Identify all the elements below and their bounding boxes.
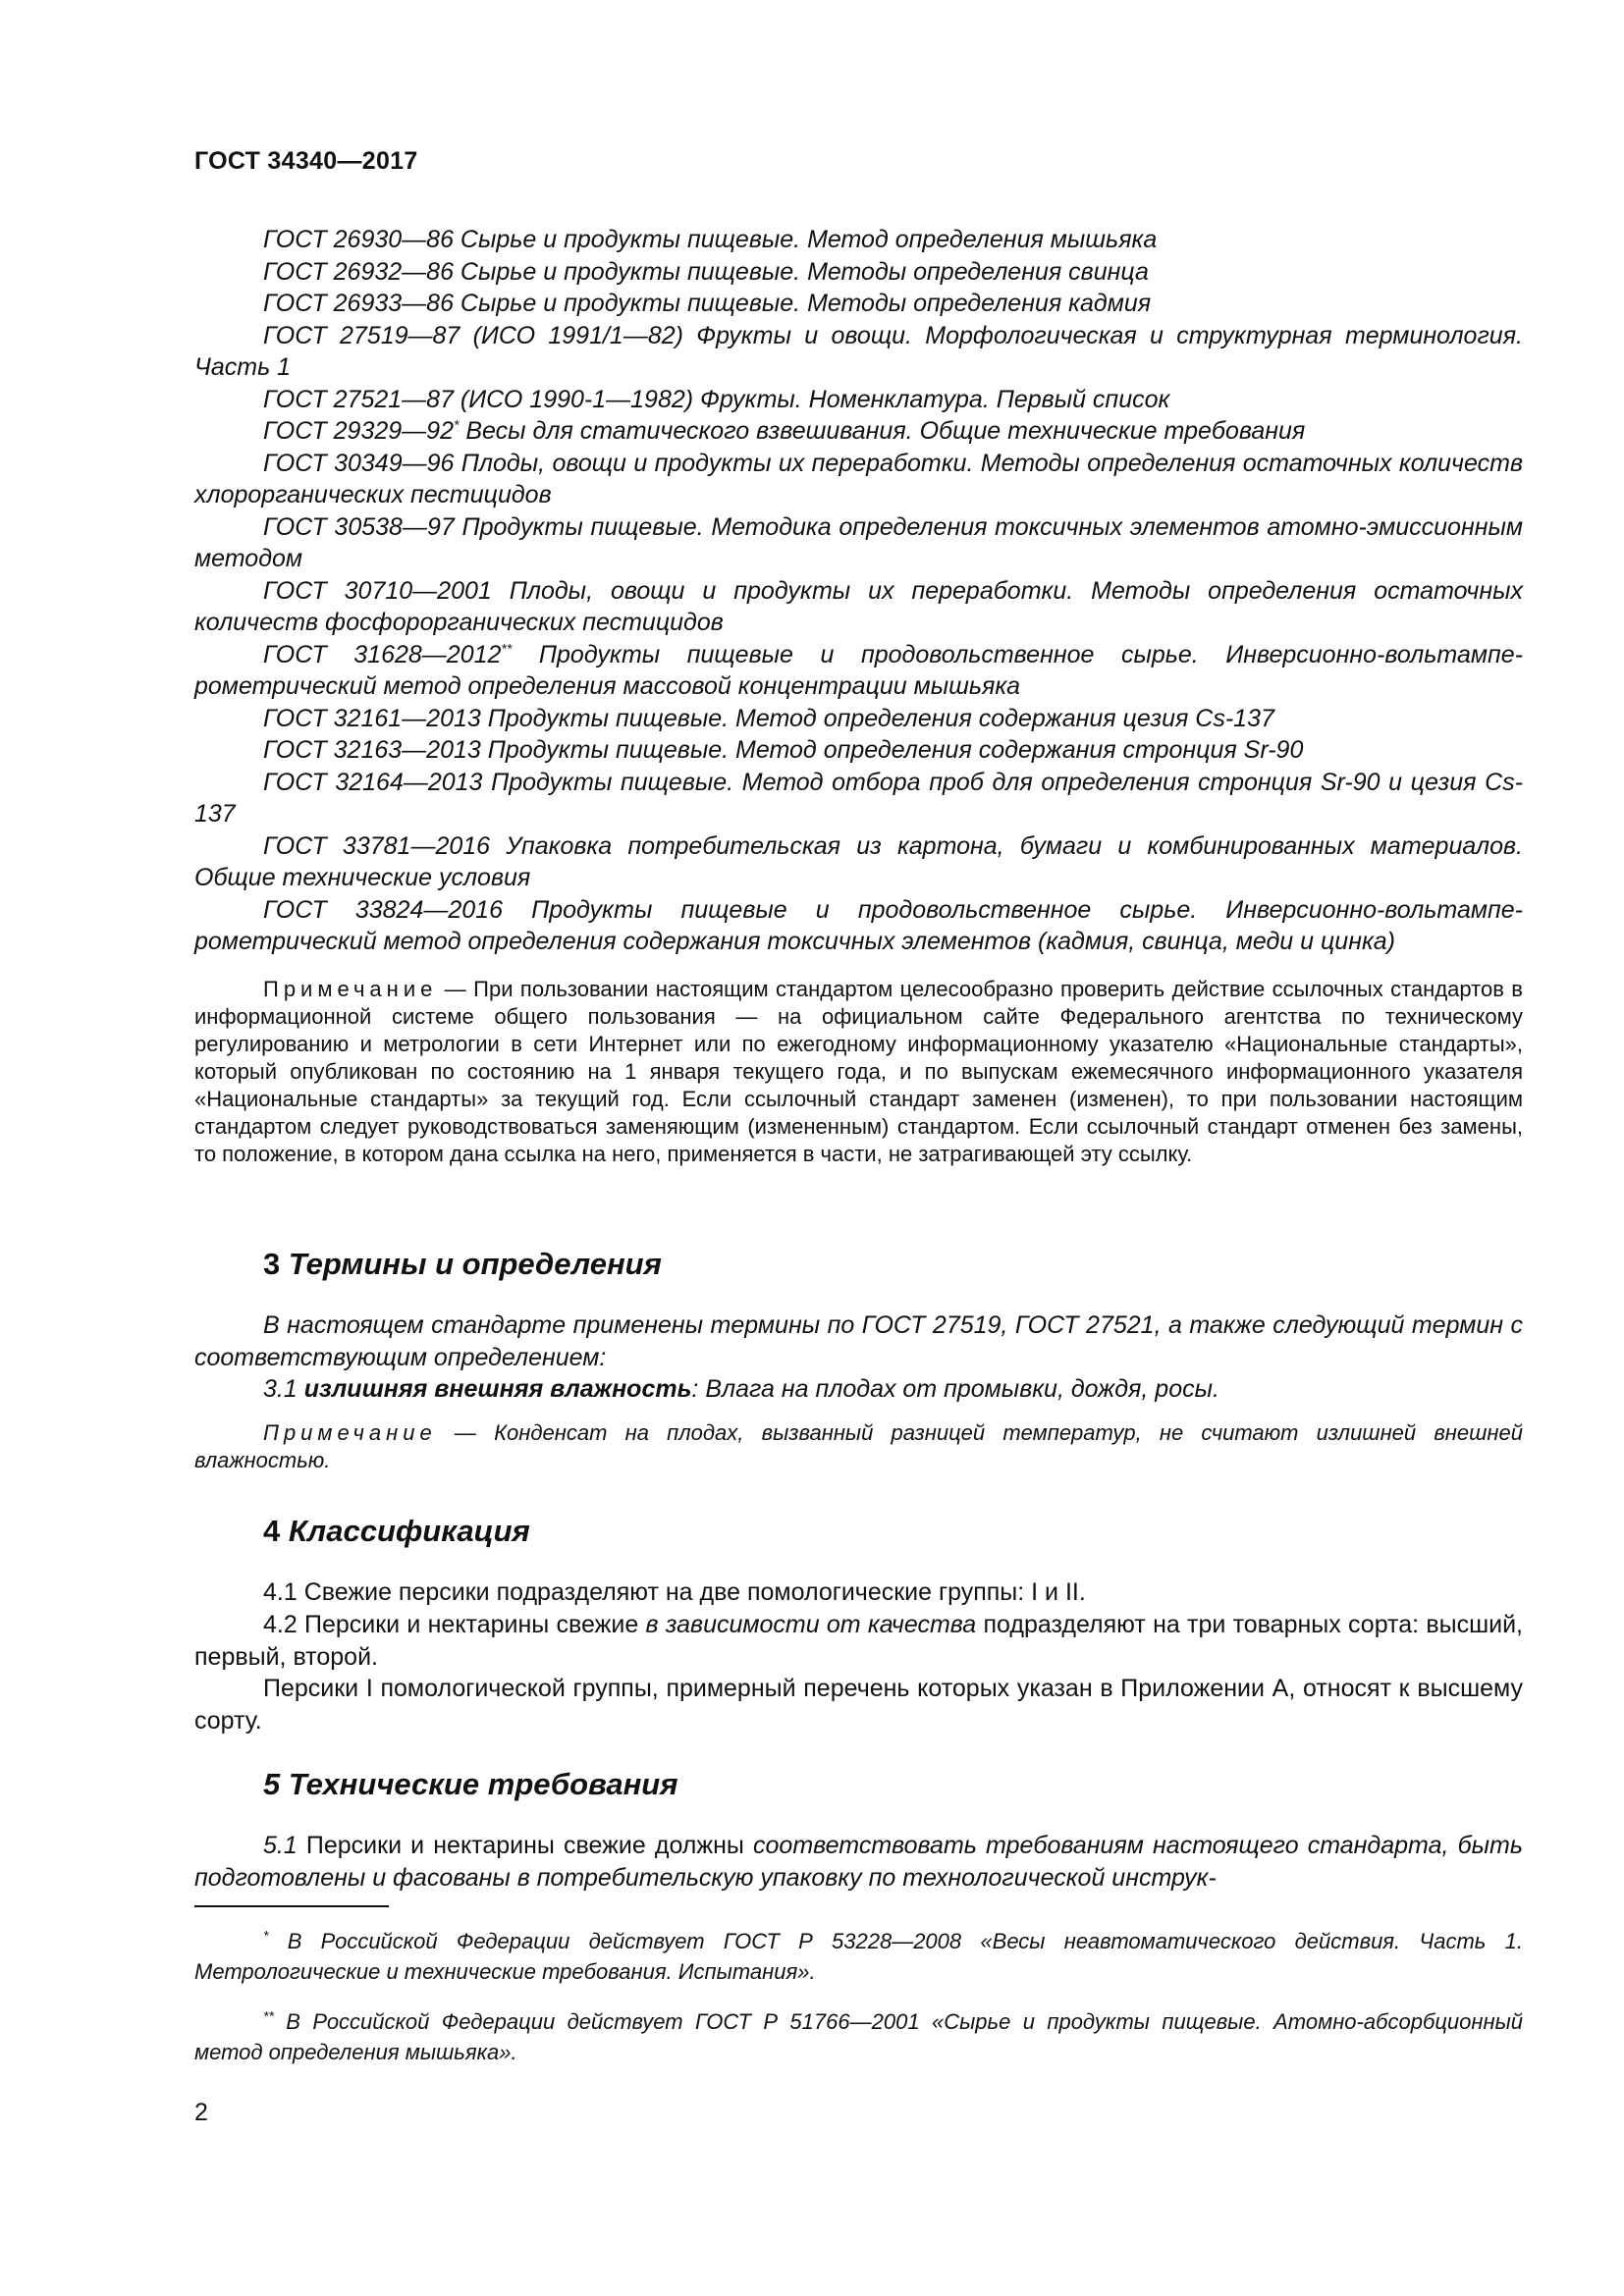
section-4-para-3: Персики I помологической группы, примерный перечень которых указан в Приложении А, относят к высшему сорту. — [194, 1675, 1523, 1735]
reference-item: ГОСТ 29329—92* Весы для статического взвешивания. Общие технические требования — [263, 416, 1306, 445]
reference-item: ГОСТ 26933—86 Сырье и продукты пищевые. Методы определения кадмия — [263, 290, 1152, 317]
document-header: ГОСТ 34340—2017 — [194, 147, 418, 175]
footnote-2: ** В Российской Федерации действует ГОСТ Р 51766—2001 «Сырье и продукты пищевые. Атомно-абсорбционный метод определения мышьяка». — [194, 2007, 1523, 2064]
reference-item: ГОСТ 27519—87 (ИСО 1991/1—82) Фрукты и овощи. Морфологическая и структурная терминология. Часть 1 — [194, 321, 1523, 381]
reference-item: ГОСТ 32161—2013 Продукты пищевые. Метод определения содержания цезия Cs-137 — [263, 704, 1274, 732]
note-label: Примечание — [263, 977, 438, 1001]
reference-item: ГОСТ 32164—2013 Продукты пищевые. Метод отбора проб для определения стронция Sr-90 и цезия Cs-137 — [194, 768, 1523, 828]
section-3-heading: 3 Термины и определения — [263, 1247, 662, 1281]
reference-item: ГОСТ 33824—2016 Продукты пищевые и продовольственное сырье. Инверсионно-вольтамперометрический метод определения содержания токсичных элементов (кадмия, свинца, меди и цинка) — [194, 895, 1523, 955]
section-5-heading: 5 Технические требования — [263, 1767, 678, 1801]
reference-item: ГОСТ 30349—96 Плоды, овощи и продукты их переработки. Методы определения остаточных количеств хлорорганических пестицидов — [194, 449, 1523, 508]
term-definition: 3.1 излишняя внешняя влажность: Влага на плодах от промывки, дождя, росы. — [263, 1375, 1219, 1403]
normative-references — [194, 224, 1523, 958]
reference-item: ГОСТ 32163—2013 Продукты пищевые. Метод определения содержания стронция Sr-90 — [263, 736, 1304, 764]
footnote-1: * В Российской Федерации действует ГОСТ Р 53228—2008 «Весы неавтоматического действия. Часть 1. Метрологические и технические требования. Испытания». — [194, 1927, 1523, 1984]
reference-item: ГОСТ 26932—86 Сырье и продукты пищевые. Методы определения свинца — [263, 257, 1149, 286]
section-5-para-1: 5.1 Персики и нектарины свежие должны соответствовать требованиям настоящего стандарта, быть подготовлены и фасованы в потребительскую упаковку по технологической инструк- — [194, 1832, 1523, 1892]
section-4-para-1: 4.1 Свежие персики подразделяют на две помологические группы: I и II. — [263, 1578, 1086, 1606]
reference-item: ГОСТ 30710—2001 Плоды, овощи и продукты их переработки. Методы определения остаточных количеств фосфорорганических пестицидов — [194, 576, 1523, 636]
reference-item: ГОСТ 30538—97 Продукты пищевые. Методика определения токсичных элементов атомно-эмиссионным методом — [194, 512, 1524, 572]
section-4-heading: 4 Классификация — [263, 1514, 530, 1548]
references-note: Примечание — При пользовании настоящим стандартом целесообразно проверить действие ссылочных стандартов в информационной системе общего пользования — на официальном сайте Федерального агентства по техническому регулированию и метрологии в сети Интернет или по ежегодному информационному указателю «Национальные стандарты», который опубликован по состоянию на 1 января текущего года, и по выпускам ежемесячного информационного указателя «Национальные стандарты» за текущий год. Если ссылочный стандарт заменен (изменен), то при пользовании настоящим стандартом следует руководствоваться заменяющим (измененным) стандартом. Если ссылочный стандарт отменен без замены, то положение, в котором дана ссылка на него, применяется в части, не затрагивающей эту ссылку. — [194, 977, 1523, 1166]
reference-item: ГОСТ 26930—86 Сырье и продукты пищевые. Метод определения мышьяка — [263, 226, 1158, 253]
footnote-mark: ** — [501, 640, 513, 657]
footnote-divider — [194, 1905, 389, 1907]
page-number: 2 — [194, 2099, 208, 2126]
reference-item: ГОСТ 31628—2012** Продукты пищевые и продовольственное сырье. Инверсионно-вольтамперометрический метод определения массовой концентрации мышьяка — [194, 640, 1523, 700]
section-3-intro: В настоящем стандарте применены термины по ГОСТ 27519, ГОСТ 27521, а также следующий термин с соответствующим определением: — [194, 1311, 1523, 1371]
reference-item: ГОСТ 33781—2016 Упаковка потребительская из картона, бумаги и комбинированных материалов. Общие технические условия — [194, 831, 1523, 891]
section-4-para-2: 4.2 Персики и нектарины свежие в зависимости от качества подразделяют на три товарных сорта: высший, первый, второй. — [194, 1611, 1523, 1671]
reference-item: ГОСТ 27521—87 (ИСО 1990-1—1982) Фрукты. Номенклатура. Первый список — [263, 385, 1170, 413]
term-note: Примечание — Конденсат на плодах, вызванный разницей температур, не считают излишней внешней влажностью. — [194, 1420, 1523, 1472]
footnote-mark: * — [453, 416, 460, 433]
term: излишняя внешняя влажность — [303, 1375, 692, 1403]
